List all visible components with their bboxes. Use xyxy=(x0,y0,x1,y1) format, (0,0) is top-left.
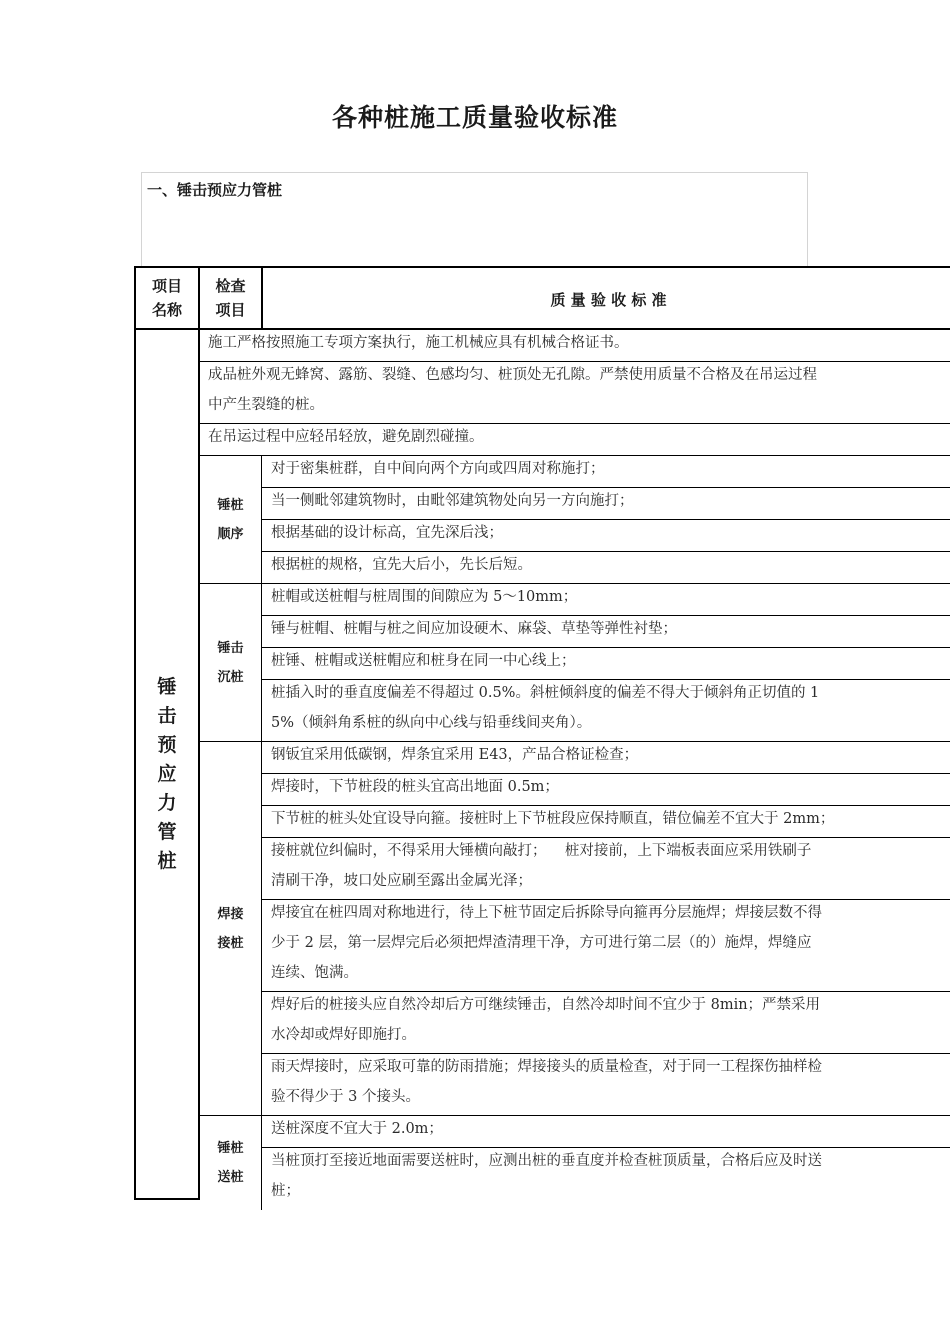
standard-text: 桩锤、桩帽或送桩帽应和桩身在同一中心线上； xyxy=(271,653,576,669)
standard-text: 桩帽或送桩帽与桩周围的间隙应为 5～10mm； xyxy=(271,589,578,605)
section-box xyxy=(141,172,808,268)
standard-text: 焊接时，下节桩段的桩头宜高出地面 0.5m； xyxy=(271,779,559,795)
standard-text: 送桩深度不宜大于 2.0m； xyxy=(271,1121,443,1137)
standard-text: 根据桩的规格，宜先大后小，先长后短。 xyxy=(271,557,532,573)
sublabel-divider xyxy=(261,456,262,584)
header-check-item: 检查 项目 xyxy=(215,277,246,319)
header-standard: 质 量 验 收 标 准 xyxy=(550,291,667,309)
standard-text: 锤与桩帽、桩帽与桩之间应加设硬木、麻袋、草垫等弹性衬垫； xyxy=(271,621,677,637)
table-bottom-border xyxy=(134,1198,200,1200)
category-column-divider xyxy=(198,266,200,1200)
standard-text: 钢钣宜采用低碳钢，焊条宜采用 E43，产品合格证检查； xyxy=(271,747,639,763)
standard-text: 成品桩外观无蜂窝、露筋、裂缝、色感均匀、桩顶处无孔隙。严禁使用质量不合格及在吊运过程 中产生裂缝的桩。 xyxy=(208,367,817,413)
header-column-divider xyxy=(261,266,263,328)
header-item-name: 项目 名称 xyxy=(151,277,182,319)
sublabel-divider xyxy=(261,584,262,742)
standard-text: 下节桩的桩头处宜设导向箍。接桩时上下节桩段应保持顺直，错位偏差不宜大于 2mm； xyxy=(271,811,835,827)
check-item-label: 焊接 接桩 xyxy=(217,907,244,951)
check-item-label: 锤桩 顺序 xyxy=(217,498,244,542)
standard-text: 根据基础的设计标高，宜先深后浅； xyxy=(271,525,503,541)
sublabel-divider xyxy=(261,742,262,1116)
category-label: 锤 击 预 应 力 管 桩 xyxy=(157,675,177,872)
document-title: 各种桩施工质量验收标准 xyxy=(331,103,618,132)
standard-text: 对于密集桩群，自中间向两个方向或四周对称施打； xyxy=(271,461,605,477)
standard-text: 当一侧毗邻建筑物时，由毗邻建筑物处向另一方向施打； xyxy=(271,493,634,509)
standard-text: 焊接宜在桩四周对称地进行，待上下桩节固定后拆除导向箍再分层施焊；焊接层数不得 少于 2 层，第一层焊完后必须把焊渣清理干净，方可进行第二层（的）施焊，焊缝应 连续、饱满。 xyxy=(271,905,822,981)
standard-text: 雨天焊接时，应采取可靠的防雨措施；焊接接头的质量检查，对于同一工程探伤抽样检 验不得少于 3 个接头。 xyxy=(271,1059,822,1105)
standard-text: 接桩就位纠偏时，不得采用大锤横向敲打； 桩对接前，上下端板表面应采用铁刷子 清刷干净，坡口处应刷至露出金属光泽； xyxy=(271,843,812,889)
check-item-label: 锤击 沉桩 xyxy=(217,641,244,685)
standard-text: 施工严格按照施工专项方案执行，施工机械应具有机械合格证书。 xyxy=(208,335,629,351)
standard-text: 桩插入时的垂直度偏差不得超过 0.5%。斜桩倾斜度的偏差不得大于倾斜角正切值的 1 5%（倾斜角系桩的纵向中心线与铅垂线间夹角）。 xyxy=(271,685,820,731)
table-top-border xyxy=(134,266,950,268)
section-heading: 一、锤击预应力管桩 xyxy=(147,181,283,199)
check-item-label: 锤桩 送桩 xyxy=(217,1141,244,1185)
standard-text: 焊好后的桩接头应自然冷却后方可继续锤击，自然冷却时间不宜少于 8min；严禁采用 水冷却或焊好即施打。 xyxy=(271,997,821,1043)
quality-standards-table xyxy=(134,266,950,1200)
standard-text: 当桩顶打至接近地面需要送桩时，应测出桩的垂直度并检查桩顶质量，合格后应及时送 桩； xyxy=(271,1153,822,1199)
standard-text: 在吊运过程中应轻吊轻放，避免剧烈碰撞。 xyxy=(208,429,484,445)
sublabel-divider xyxy=(261,1116,262,1210)
